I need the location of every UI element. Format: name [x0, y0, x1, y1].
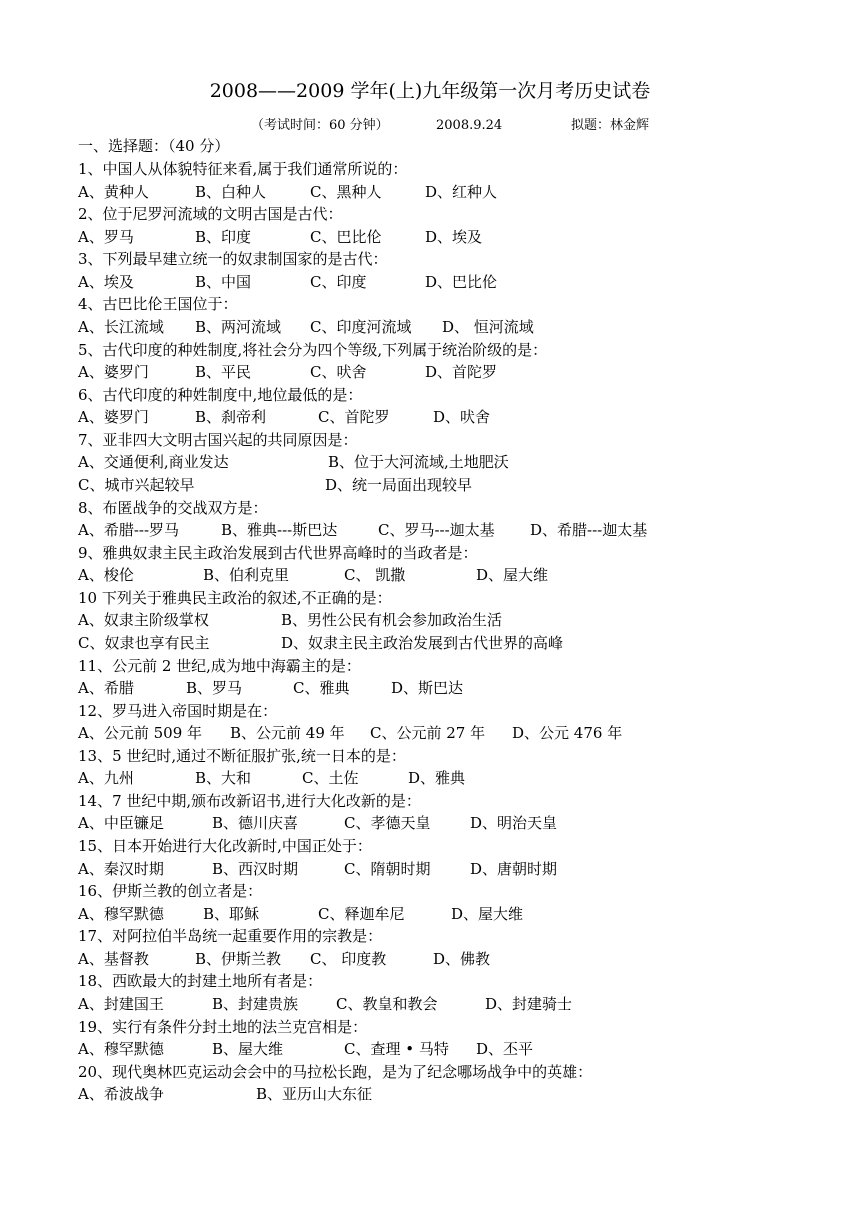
question-stem: 3、下列最早建立统一的奴隶制国家的是古代： — [78, 250, 388, 269]
option-b: B、中国 — [195, 272, 252, 291]
option-b: B、亚历山大东征 — [256, 1085, 373, 1104]
option-d: D、首陀罗 — [425, 363, 498, 382]
option-d: D、丕平 — [476, 1040, 534, 1059]
option-c: C、孝德天皇 — [344, 814, 431, 833]
question-item — [78, 542, 848, 587]
option-d: D、公元 476 年 — [512, 724, 623, 743]
option-c: C、教皇和教会 — [336, 994, 438, 1013]
option-b: B、耶稣 — [203, 904, 260, 923]
option-b: B、伊斯兰教 — [195, 949, 282, 968]
question-item — [78, 497, 848, 542]
option-a: A、黄种人 — [78, 182, 149, 201]
question-item — [78, 1061, 848, 1106]
option-b: B、白种人 — [195, 182, 267, 201]
option-b: B、公元前 49 年 — [230, 724, 345, 743]
question-stem: 17、对阿拉伯半岛统一起重要作用的宗教是： — [78, 927, 383, 946]
question-stem: 5、古代印度的种姓制度,将社会分为四个等级,下列属于统治阶级的是： — [78, 340, 548, 359]
option-c: C、雅典 — [293, 679, 350, 697]
question-stem: 2、位于尼罗河流域的文明古国是古代： — [78, 205, 343, 224]
question-stem: 19、实行有条件分封土地的法兰克宫相是： — [78, 1017, 368, 1036]
option-d: D、埃及 — [425, 227, 483, 246]
question-item — [78, 248, 848, 293]
question-item — [78, 1016, 848, 1061]
option-c: C、黑种人 — [310, 182, 382, 201]
option-a: A、希腊---罗马 — [78, 521, 180, 540]
option-c: C、土佐 — [302, 769, 359, 788]
question-item — [78, 655, 848, 700]
option-b: B、罗马 — [186, 679, 243, 697]
option-c: C、印度河流域 — [310, 317, 412, 336]
option-a: A、希腊 — [78, 679, 134, 697]
question-item — [78, 700, 848, 745]
option-a: A、穆罕默德 — [78, 904, 164, 923]
option-b: B、西汉时期 — [212, 859, 299, 878]
question-item — [78, 339, 848, 384]
exam-author: 拟题：林金辉 — [571, 118, 650, 133]
option-c: C、公元前 27 年 — [370, 724, 486, 743]
option-a: A、九州 — [78, 769, 134, 788]
option-a: A、梭伦 — [78, 566, 134, 585]
option-b: B、屋大维 — [212, 1040, 284, 1059]
question-item — [78, 880, 848, 925]
option-b: B、大和 — [195, 769, 252, 788]
option-a: A、秦汉时期 — [78, 859, 164, 878]
option-a: A、罗马 — [78, 227, 134, 246]
question-stem: 4、古巴比伦王国位于： — [78, 295, 238, 314]
option-d: D、奴隶主民主政治发展到古代世界的高峰 — [281, 633, 564, 652]
option-c: C、查理 • 马特 — [344, 1040, 449, 1059]
question-stem: 12、罗马进入帝国时期是在： — [78, 701, 278, 720]
option-a: A、公元前 509 年 — [78, 724, 202, 743]
option-c: C、巴比伦 — [310, 227, 382, 246]
question-stem: 6、古代印度的种姓制度中,地位最低的是： — [78, 385, 363, 404]
exam-time: （考试时间：60 分钟） — [251, 118, 389, 133]
question-stem: 10 下列关于雅典民主政治的叙述,不正确的是： — [78, 588, 392, 607]
option-b: B、两河流域 — [195, 317, 282, 336]
option-c: C、释迦牟尼 — [318, 904, 405, 923]
option-a: A、埃及 — [78, 272, 134, 291]
exam-title: 2008——2009 学年(上)九年级第一次月考历史试卷 — [209, 80, 651, 102]
exam-date: 2008.9.24 — [436, 118, 503, 133]
question-stem: 20、现代奥林匹克运动会会中的马拉松长跑，是为了纪念哪场战争中的英雄： — [78, 1062, 593, 1081]
option-d: D、 恒河流域 — [442, 317, 534, 336]
option-a: A、交通便利,商业发达 — [78, 453, 229, 472]
option-d: D、屋大维 — [476, 566, 549, 585]
question-stem: 9、雅典奴隶主民主政治发展到古代世界高峰时的当政者是： — [78, 543, 478, 562]
question-stem: 13、5 世纪时,通过不断征服扩张,统一日本的是： — [78, 746, 406, 765]
option-d: D、屋大维 — [451, 904, 524, 923]
option-a: A、婆罗门 — [78, 408, 149, 427]
option-a: A、奴隶主阶级掌权 — [78, 611, 209, 630]
option-d: D、明治天皇 — [470, 814, 558, 833]
question-item — [78, 970, 848, 1015]
question-stem: 18、西欧最大的封建土地所有者是： — [78, 972, 323, 991]
option-c: C、首陀罗 — [318, 408, 390, 427]
question-item — [78, 158, 848, 203]
option-c: C、罗马---迦太基 — [378, 521, 495, 540]
option-b: B、德川庆喜 — [212, 814, 299, 833]
question-item — [78, 587, 848, 655]
option-a: A、穆罕默德 — [78, 1040, 164, 1059]
option-d: D、唐朝时期 — [470, 859, 558, 878]
question-stem: 11、公元前 2 世纪,成为地中海霸主的是： — [78, 656, 361, 675]
option-b: B、伯利克里 — [203, 566, 290, 585]
option-d: D、红种人 — [425, 182, 498, 201]
option-a: A、希波战争 — [78, 1085, 164, 1104]
option-a: A、封建国王 — [78, 994, 164, 1013]
option-a: A、中臣镰足 — [78, 814, 164, 833]
option-c: C、吠舍 — [310, 363, 367, 382]
option-d: D、佛教 — [433, 949, 491, 968]
option-b: B、男性公民有机会参加政治生活 — [281, 611, 503, 630]
option-d: D、统一局面出现较早 — [325, 475, 473, 494]
option-c: C、城市兴起较早 — [78, 475, 195, 494]
option-b: B、位于大河流域,土地肥沃 — [328, 453, 509, 472]
option-c: C、 凯撒 — [344, 566, 406, 585]
option-b: B、封建贵族 — [212, 994, 299, 1013]
option-d: D、吠舍 — [433, 408, 491, 427]
question-stem: 15、日本开始进行大化改新时,中国正处于： — [78, 837, 372, 856]
option-b: B、印度 — [195, 227, 252, 246]
question-item — [78, 745, 848, 790]
option-c: C、 印度教 — [310, 949, 387, 968]
question-stem: 7、亚非四大文明古国兴起的共同原因是： — [78, 430, 358, 449]
question-stem: 16、伊斯兰教的创立者是： — [78, 882, 263, 901]
option-d: D、希腊---迦太基 — [530, 521, 648, 540]
question-item — [78, 925, 848, 970]
question-stem: 1、中国人从体貌特征来看,属于我们通常所说的： — [78, 160, 408, 178]
option-a: A、长江流域 — [78, 317, 164, 336]
option-d: D、巴比伦 — [425, 272, 498, 291]
option-a: A、婆罗门 — [78, 363, 149, 382]
option-b: B、雅典---斯巴达 — [221, 521, 338, 540]
question-stem: 8、布匿战争的交战双方是： — [78, 498, 268, 517]
question-stem: 14、7 世纪中期,颁布改新诏书,进行大化改新的是： — [78, 791, 421, 810]
section-heading: 一、选择题：（40 分） — [78, 137, 230, 155]
option-d: D、封建骑士 — [485, 994, 573, 1013]
question-item — [78, 203, 848, 248]
question-item — [78, 429, 848, 497]
question-item — [78, 790, 848, 835]
question-item — [78, 835, 848, 880]
question-list — [78, 158, 848, 1106]
option-b: B、刹帝利 — [195, 408, 267, 427]
option-c: C、印度 — [310, 272, 367, 291]
option-c: C、隋朝时期 — [344, 859, 431, 878]
option-b: B、平民 — [195, 363, 252, 382]
question-item — [78, 293, 848, 338]
option-a: A、基督教 — [78, 949, 149, 968]
option-d: D、雅典 — [408, 769, 466, 788]
question-item — [78, 384, 848, 429]
option-d: D、斯巴达 — [391, 679, 464, 697]
option-c: C、奴隶也享有民主 — [78, 633, 210, 652]
